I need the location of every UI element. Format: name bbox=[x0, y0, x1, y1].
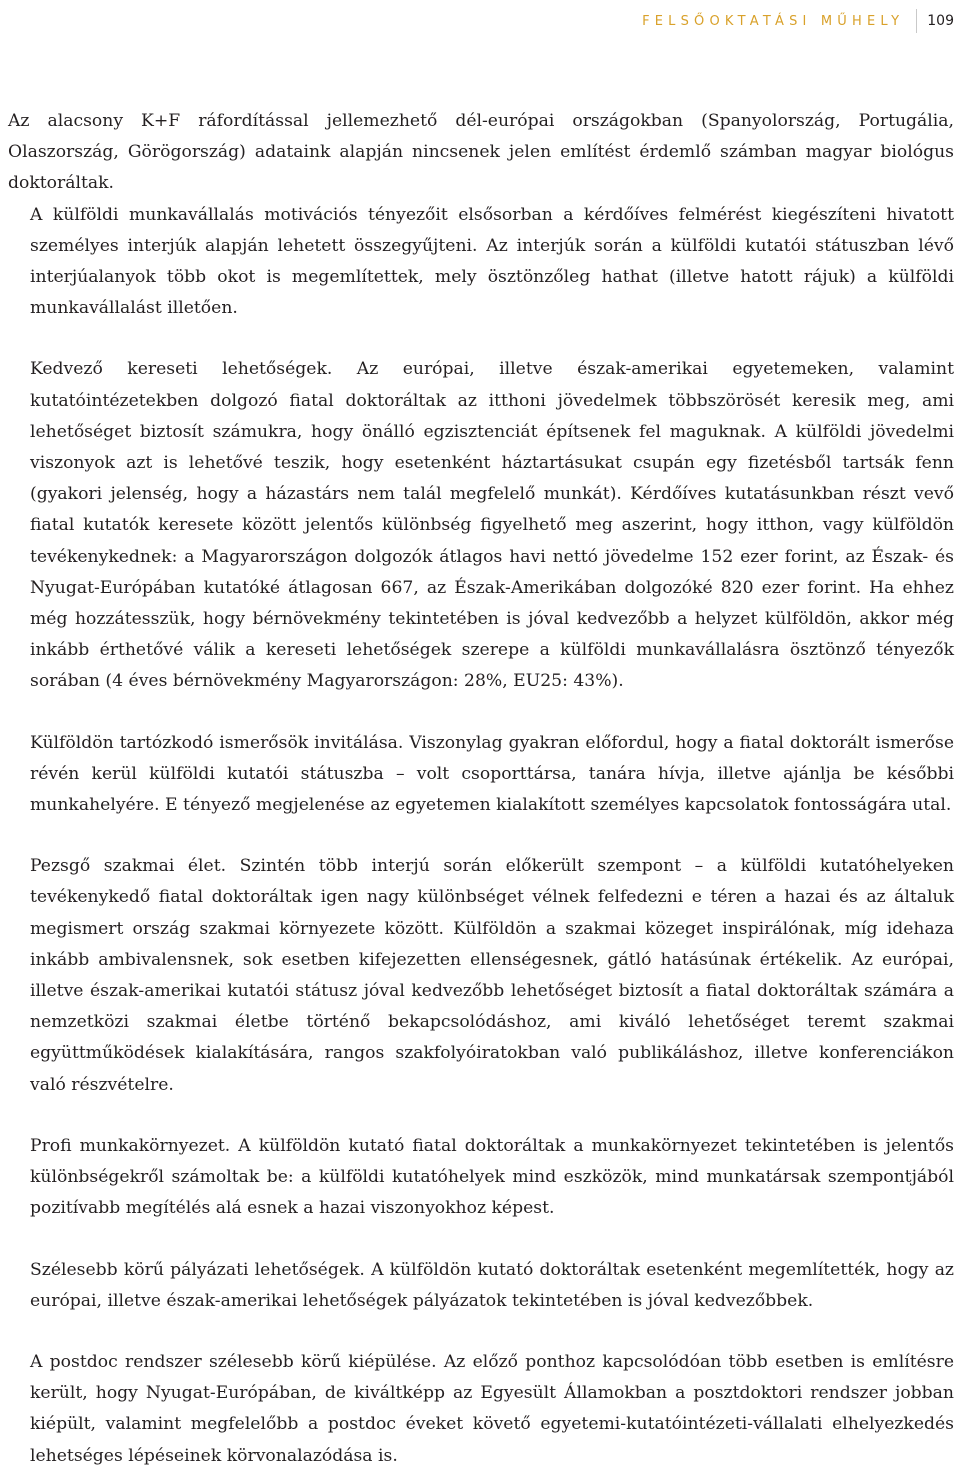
paragraph-intro bbox=[8, 106, 954, 200]
paragraph-work-environment bbox=[8, 1131, 954, 1225]
paragraph-lead: Külföldön tartózkodó ismerősök invitálása. bbox=[30, 732, 404, 753]
journal-title: FELSŐOKTATÁSI MŰHELY bbox=[642, 13, 905, 29]
paragraph-lead: Szélesebb körű pályázati lehetőségek. bbox=[30, 1259, 365, 1280]
paragraph-lead: Profi munkakörnyezet. bbox=[30, 1135, 231, 1156]
paragraph-motivation bbox=[8, 200, 954, 325]
paragraph-lead: Pezsgő szakmai élet. bbox=[30, 856, 227, 877]
running-head bbox=[642, 9, 954, 33]
paragraph-text: A külföldi munkavállalás motivációs tényezőit elsősorban a kérdőíves felmérést kiegészíteni hivatott személyes interjúk alapján lehetett összegyűjteni. Az interjúk során a külföldi kutatói státuszban lévő interjúalanyok több okot is megemlítettek, mely ösztönzőleg hathat (illetve hatott rájuk) a külföldi munkavállalást illetően. bbox=[30, 204, 954, 319]
paragraph-text: Viszonylag gyakran előfordul, hogy a fiatal doktorált ismerőse révén kerül külföldi kutatói státuszba – volt csoporttársa, tanára hívja, illetve ajánlja be későbbi munkahelyére. E tényező megjelenése az egyetemen kialakított személyes kapcsolatok fontosságára utal. bbox=[30, 732, 954, 816]
paragraph-postdoc bbox=[8, 1347, 954, 1472]
paragraph-invitation bbox=[8, 728, 954, 822]
paragraph-text: Az előző ponthoz kapcsolódóan több esetben is említésre került, hogy Nyugat-Európában, de kiváltképp az Egyesült Államokban a posztdoktori rendszer jobban kiépült, valamint megfelelőbb a postdoc éveket követő egyetemi-kutatóintézeti-vállalati elhelyezkedés lehetséges lépéseinek körvonalazódása is. bbox=[30, 1351, 954, 1466]
paragraph-lead: A postdoc rendszer szélesebb körű kiépülése. bbox=[30, 1351, 437, 1372]
paragraph-earnings bbox=[8, 354, 954, 697]
paragraph-lead: Kedvező kereseti lehetőségek. bbox=[30, 359, 333, 380]
paragraph-text: Az alacsony K+F ráfordítással jellemezhető dél-európai országokban (Spanyolország, Portugália, Olaszország, Görögország) adataink alapján nincsenek jelen említést érdemlő számban magyar biológus doktoráltak. bbox=[8, 111, 954, 194]
paragraph-text: Szintén több interjú során előkerült szempont – a külföldi kutatóhelyeken tevékenykedő fiatal doktoráltak igen nagy különbséget vélnek felfedezni e téren a hazai és az általuk megismert ország szakmai környezete között. Külföldön a szakmai közeget inspirálónak, míg idehaza inkább ambivalensnek, sok esetben kifejezetten ellenségesnek, gátló hatásúnak értékelik. Az európai, illetve észak-amerikai kutatói státusz jóval kedvezőbb lehetőséget biztosít a fiatal doktoráltak számára a nemzetközi szakmai életbe történő bekapcsolódáshoz, ami kiváló lehetőséget teremt szakmai együttműködések kialakítására, rangos szakfolyóiratokban való publikáláshoz, illetve konferenciákon való részvételre. bbox=[30, 856, 954, 1095]
page-number: 109 bbox=[916, 9, 954, 33]
paragraph-text: Az európai, illetve észak-amerikai egyetemeken, valamint kutatóintézetekben dolgozó fiatal doktoráltak az itthoni jövedelmek többszörösét keresik meg, ami lehetőséget biztosít számukra, hogy önálló egzisztenciát építsenek fel maguknak. A külföldi jövedelmi viszonyok azt is lehetővé teszik, hogy esetenként háztartásukat csupán egy fizetésből tartsák fenn (gyakori jelenség, hogy a házastárs nem talál megfelelő munkát). Kérdőíves kutatásunkban részt vevő fiatal kutatók keresete között jelentős különbség figyelhető meg aszerint, hogy itthon, vagy külföldön tevékenykednek: a Magyarországon dolgozók átlagos havi nettó jövedelme 152 ezer forint, az Észak- és Nyugat-Európában kutatóké átlagosan 667, az Észak-Amerikában dolgozóké 820 ezer forint. Ha ehhez még hozzátesszük, hogy bérnövekmény tekintetében is jóval kedvezőbb a helyzet külföldön, akkor még inkább érthetővé válik a kereseti lehetőségek szerepe a külföldi munkavállalásra ösztönző tényezők sorában (4 éves bérnövekmény Magyarországon: 28%, EU25: 43%). bbox=[30, 359, 954, 692]
paragraph-grants bbox=[8, 1255, 954, 1317]
paragraph-professional-life bbox=[8, 851, 954, 1101]
paragraph-text: A külföldön kutató doktoráltak esetenként megemlítették, hogy az európai, illetve észak-amerikai lehetőségek pályázatok tekintetében is jóval kedvezőbbek. bbox=[30, 1259, 954, 1311]
paragraph-text: A külföldön kutató fiatal doktoráltak a munkakörnyezet tekintetében is jelentős különbségekről számoltak be: a külföldi kutatóhelyek mind eszközök, mind munkatársak szempontjából pozitívabb megítélés alá esnek a hazai viszonyokhoz képest. bbox=[30, 1135, 954, 1219]
article-body bbox=[8, 106, 954, 1472]
